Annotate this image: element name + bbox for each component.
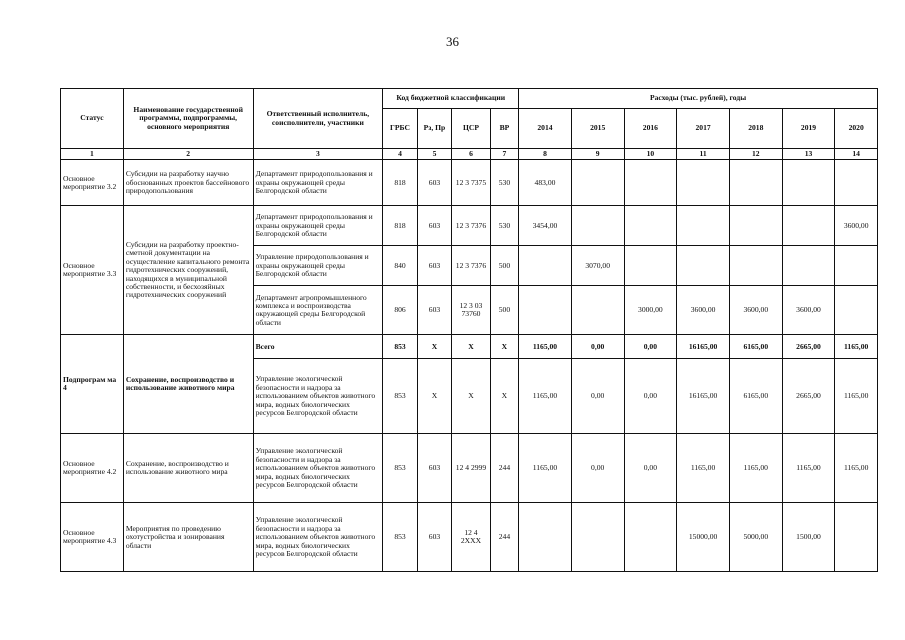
amount-2014: 3454,00 <box>519 206 572 246</box>
name-cell: Сохранение, воспроизводство и использование животного мира <box>123 434 253 503</box>
amount-2016: 3000,00 <box>624 286 677 335</box>
amount-2020: 1165,00 <box>835 434 878 503</box>
amount-2015 <box>571 206 624 246</box>
rzpr-cell: 603 <box>417 160 451 206</box>
amount-2016 <box>624 160 677 206</box>
amount-2019 <box>782 160 835 206</box>
rzpr-cell: 603 <box>417 434 451 503</box>
header-csr: ЦСР <box>452 109 491 149</box>
amount-2018: 3600,00 <box>729 286 782 335</box>
name-cell: Субсидии на разработку проектно-сметной документации на осуществление капитального ремонта гидротехнических сооружений, находящихся в муниципальной собственности, и бесхозяйных гидротехнических сооружений <box>123 206 253 335</box>
name-cell: Субсидии на разработку научно обоснованных проектов бассейнового природопользования <box>123 160 253 206</box>
column-number: 6 <box>452 149 491 160</box>
grbs-cell: 853 <box>383 503 417 572</box>
executor-cell: Управление экологической безопасности и надзора за использованием объектов животного мира, водных биологических ресурсов Белгородской области <box>253 503 383 572</box>
column-number: 5 <box>417 149 451 160</box>
table-row <box>61 206 878 246</box>
amount-2019: 2665,00 <box>782 335 835 359</box>
amount-2019: 1500,00 <box>782 503 835 572</box>
grbs-cell: 853 <box>383 335 417 359</box>
header-year: 2016 <box>624 109 677 149</box>
grbs-cell: 853 <box>383 434 417 503</box>
column-number: 3 <box>253 149 383 160</box>
column-number: 11 <box>677 149 730 160</box>
csr-cell: 12 4 2ХХХ <box>452 503 491 572</box>
amount-2016 <box>624 246 677 286</box>
csr-cell: 12 3 03 73760 <box>452 286 491 335</box>
grbs-cell: 818 <box>383 206 417 246</box>
column-number: 2 <box>123 149 253 160</box>
table-row-total <box>61 335 878 359</box>
amount-2019 <box>782 246 835 286</box>
amount-2014 <box>519 286 572 335</box>
executor-cell: Управление экологической безопасности и надзора за использованием объектов животного мира, водных биологических ресурсов Белгородской области <box>253 434 383 503</box>
amount-2015: 3070,00 <box>571 246 624 286</box>
name-cell: Мероприятия по проведению охотустройства и зонирования области <box>123 503 253 572</box>
header-year: 2019 <box>782 109 835 149</box>
amount-2018: 6165,00 <box>729 335 782 359</box>
amount-2019: 3600,00 <box>782 286 835 335</box>
vr-cell: Х <box>490 335 518 359</box>
column-number: 10 <box>624 149 677 160</box>
csr-cell: 12 3 7376 <box>452 246 491 286</box>
vr-cell: 244 <box>490 503 518 572</box>
table-row <box>61 434 878 503</box>
header-year: 2018 <box>729 109 782 149</box>
amount-2017: 16165,00 <box>677 359 730 434</box>
amount-2014: 1165,00 <box>519 434 572 503</box>
rzpr-cell: 603 <box>417 246 451 286</box>
column-number: 4 <box>383 149 417 160</box>
amount-2017: 1165,00 <box>677 434 730 503</box>
amount-2016: 0,00 <box>624 434 677 503</box>
grbs-cell: 853 <box>383 359 417 434</box>
amount-2020 <box>835 286 878 335</box>
amount-2016: 0,00 <box>624 359 677 434</box>
vr-cell: 500 <box>490 246 518 286</box>
status-cell: Подпрограм ма 4 <box>61 335 124 434</box>
status-cell: Основное мероприятие 3.2 <box>61 160 124 206</box>
amount-2020: 3600,00 <box>835 206 878 246</box>
amount-2018 <box>729 246 782 286</box>
column-number: 8 <box>519 149 572 160</box>
amount-2014 <box>519 503 572 572</box>
status-cell: Основное мероприятие 4.3 <box>61 503 124 572</box>
executor-cell: Управление экологической безопасности и надзора за использованием объектов животного мира, водных биологических ресурсов Белгородской области <box>253 359 383 434</box>
status-cell: Основное мероприятие 4.2 <box>61 434 124 503</box>
total-label: Всего <box>253 335 383 359</box>
header-rzpr: Рз, Пр <box>417 109 451 149</box>
amount-2019: 2665,00 <box>782 359 835 434</box>
csr-cell: 12 3 7376 <box>452 206 491 246</box>
executor-cell: Департамент природопользования и охраны окружающей среды Белгородской области <box>253 160 383 206</box>
executor-cell: Департамент природопользования и охраны окружающей среды Белгородской области <box>253 206 383 246</box>
column-number: 9 <box>571 149 624 160</box>
amount-2018 <box>729 206 782 246</box>
amount-2017: 16165,00 <box>677 335 730 359</box>
amount-2018 <box>729 160 782 206</box>
amount-2019 <box>782 206 835 246</box>
amount-2017 <box>677 246 730 286</box>
header-row <box>61 89 878 109</box>
amount-2020: 1165,00 <box>835 335 878 359</box>
amount-2015: 0,00 <box>571 335 624 359</box>
amount-2020: 1165,00 <box>835 359 878 434</box>
grbs-cell: 840 <box>383 246 417 286</box>
csr-cell: Х <box>452 335 491 359</box>
header-vr: ВР <box>490 109 518 149</box>
rzpr-cell: 603 <box>417 503 451 572</box>
amount-2016: 0,00 <box>624 335 677 359</box>
column-number: 1 <box>61 149 124 160</box>
amount-2015: 0,00 <box>571 359 624 434</box>
header-year: 2014 <box>519 109 572 149</box>
table-row <box>61 503 878 572</box>
amount-2014: 483,00 <box>519 160 572 206</box>
amount-2017: 3600,00 <box>677 286 730 335</box>
amount-2018: 6165,00 <box>729 359 782 434</box>
grbs-cell: 818 <box>383 160 417 206</box>
budget-table <box>60 88 878 572</box>
amount-2014 <box>519 246 572 286</box>
amount-2015 <box>571 286 624 335</box>
vr-cell: 500 <box>490 286 518 335</box>
name-cell: Сохранение, воспроизводство и использование животного мира <box>123 335 253 434</box>
amount-2019: 1165,00 <box>782 434 835 503</box>
csr-cell: 12 4 2999 <box>452 434 491 503</box>
amount-2017 <box>677 206 730 246</box>
amount-2015 <box>571 160 624 206</box>
amount-2017 <box>677 160 730 206</box>
status-cell: Основное мероприятие 3.3 <box>61 206 124 335</box>
amount-2016 <box>624 206 677 246</box>
grbs-cell: 806 <box>383 286 417 335</box>
header-year: 2017 <box>677 109 730 149</box>
vr-cell: 244 <box>490 434 518 503</box>
amount-2020 <box>835 246 878 286</box>
header-year: 2015 <box>571 109 624 149</box>
vr-cell: Х <box>490 359 518 434</box>
rzpr-cell: 603 <box>417 206 451 246</box>
rzpr-cell: Х <box>417 359 451 434</box>
csr-cell: Х <box>452 359 491 434</box>
amount-2014: 1165,00 <box>519 335 572 359</box>
csr-cell: 12 3 7375 <box>452 160 491 206</box>
header-name: Наименование государственной программы, подпрограммы, основного мероприятия <box>123 89 253 149</box>
column-number: 13 <box>782 149 835 160</box>
amount-2017: 15000,00 <box>677 503 730 572</box>
header-grbs: ГРБС <box>383 109 417 149</box>
amount-2020 <box>835 160 878 206</box>
table-row <box>61 160 878 206</box>
rzpr-cell: 603 <box>417 286 451 335</box>
column-number-row <box>61 149 878 160</box>
executor-cell: Управление природопользования и охраны окружающей среды Белгородской области <box>253 246 383 286</box>
amount-2020 <box>835 503 878 572</box>
amount-2018: 1165,00 <box>729 434 782 503</box>
header-status: Статус <box>61 89 124 149</box>
amount-2015 <box>571 503 624 572</box>
rzpr-cell: Х <box>417 335 451 359</box>
header-year: 2020 <box>835 109 878 149</box>
amount-2014: 1165,00 <box>519 359 572 434</box>
column-number: 14 <box>835 149 878 160</box>
header-executor: Ответственный исполнитель, соисполнители, участники <box>253 89 383 149</box>
page-number: 36 <box>446 34 459 49</box>
executor-cell: Департамент агропромышленного комплекса и воспроизводства окружающей среды Белгородской области <box>253 286 383 335</box>
header-budget-code: Код бюджетной классификации <box>383 89 519 109</box>
vr-cell: 530 <box>490 206 518 246</box>
header-expenses: Расходы (тыс. рублей), годы <box>519 89 878 109</box>
amount-2015: 0,00 <box>571 434 624 503</box>
amount-2018: 5000,00 <box>729 503 782 572</box>
column-number: 12 <box>729 149 782 160</box>
amount-2016 <box>624 503 677 572</box>
column-number: 7 <box>490 149 518 160</box>
vr-cell: 530 <box>490 160 518 206</box>
